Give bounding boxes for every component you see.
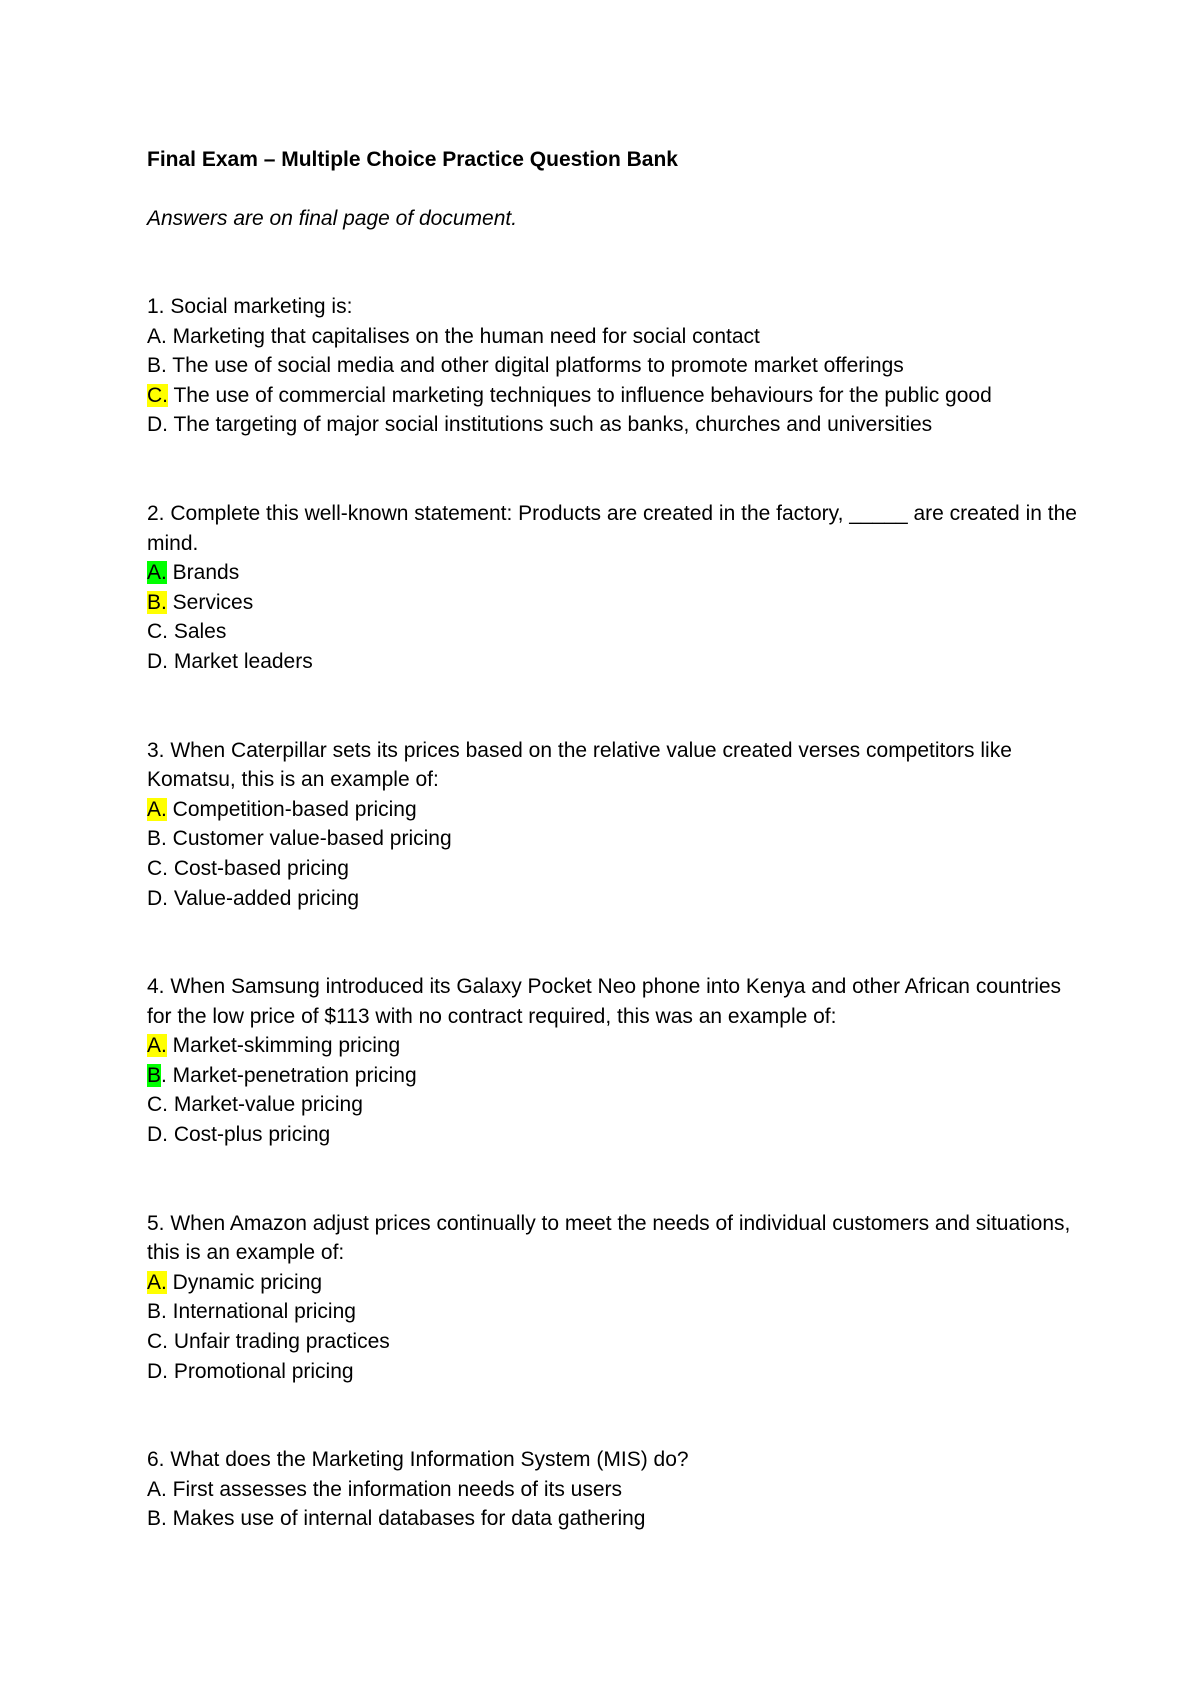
option-letter-highlighted: A. (147, 797, 167, 821)
option-text: The use of commercial marketing techniques to influence behaviours for the public good (168, 383, 992, 407)
answer-option-b (147, 824, 1087, 854)
option-text: Value-added pricing (168, 886, 360, 910)
option-letter: C. (147, 856, 168, 880)
answer-option-d (147, 647, 1087, 677)
option-text: Cost-based pricing (168, 856, 349, 880)
option-text: Promotional pricing (168, 1359, 354, 1383)
option-text: International pricing (166, 1300, 356, 1324)
answer-option-a (147, 795, 1087, 825)
option-text: Services (166, 590, 254, 614)
option-letter: D. (147, 413, 168, 437)
option-text: Marketing that capitalises on the human need for social contact (166, 324, 760, 348)
question-stem: 5. When Amazon adjust prices continually to meet the needs of individual customers and situations, this is an example of: (147, 1211, 1071, 1265)
answer-option-c (147, 854, 1087, 884)
option-letter: D. (147, 1123, 168, 1147)
option-letter: B. (147, 354, 167, 378)
option-text: The use of social media and other digital platforms to promote market offerings (166, 354, 904, 378)
answer-option-d (147, 410, 1087, 440)
answer-option-c (147, 1090, 1087, 1120)
question-stem: 6. What does the Marketing Information System (MIS) do? (147, 1448, 689, 1472)
question-stem: 4. When Samsung introduced its Galaxy Pocket Neo phone into Kenya and other African countries for the low price of $113 with no contract required, this was an example of: (147, 975, 1062, 1028)
option-text: Unfair trading practices (168, 1330, 390, 1354)
option-letter: C. (147, 1330, 168, 1354)
option-letter: D. (147, 1359, 168, 1383)
question-3 (147, 736, 1087, 914)
option-letter: B. (147, 827, 167, 851)
option-text: Dynamic pricing (166, 1270, 323, 1294)
answer-option-b (147, 1504, 1087, 1534)
answer-option-a (147, 1268, 1087, 1298)
option-letter-highlighted: A. (147, 1034, 167, 1058)
question-6 (147, 1445, 1087, 1534)
option-letter-highlighted: B. (147, 590, 167, 614)
question-stem: 3. When Caterpillar sets its prices based on the relative value created verses competitors like Komatsu, this is an example of: (147, 738, 1012, 792)
answer-option-b (147, 351, 1087, 381)
question-stem: 1. Social marketing is: (147, 295, 353, 318)
option-text: The targeting of major social institutions such as banks, churches and universities (168, 413, 933, 437)
answer-option-d (147, 1120, 1087, 1150)
question-list (147, 292, 1087, 1534)
option-letter: B. (147, 1507, 167, 1531)
option-letter: A. (147, 324, 167, 348)
answer-option-c (147, 1327, 1087, 1357)
question-5 (147, 1209, 1087, 1387)
document-subtitle: Answers are on final page of document. (147, 207, 518, 230)
answer-option-b (147, 1061, 1087, 1091)
option-text: Competition-based pricing (166, 797, 417, 821)
answer-option-a (147, 1475, 1087, 1505)
option-letter-highlighted: B (147, 1063, 162, 1087)
answer-option-b (147, 588, 1087, 618)
option-letter-highlighted: C. (147, 383, 168, 407)
option-text: Customer value-based pricing (166, 827, 452, 851)
option-letter: A. (147, 1477, 167, 1501)
option-text: Sales (168, 620, 227, 644)
option-letter-highlighted: A. (147, 561, 167, 585)
answer-option-c (147, 617, 1087, 647)
answer-option-d (147, 1357, 1087, 1387)
option-letter: D. (147, 649, 168, 673)
answer-option-a (147, 322, 1087, 352)
option-letter: B. (147, 1300, 167, 1324)
question-4 (147, 972, 1087, 1150)
answer-option-b (147, 1297, 1087, 1327)
option-text: Makes use of internal databases for data gathering (166, 1507, 646, 1531)
question-2 (147, 499, 1087, 677)
option-text: Market-skimming pricing (166, 1034, 401, 1058)
option-text: Cost-plus pricing (168, 1123, 331, 1147)
option-text: First assesses the information needs of its users (166, 1477, 623, 1501)
document-title: Final Exam – Multiple Choice Practice Question Bank (147, 148, 678, 171)
option-text: . Market-penetration pricing (161, 1063, 417, 1087)
option-text: Brands (166, 561, 240, 585)
option-text: Market-value pricing (168, 1093, 363, 1117)
option-letter: C. (147, 620, 168, 644)
document-content (147, 145, 1087, 1534)
option-letter: C. (147, 1093, 168, 1117)
option-text: Market leaders (168, 649, 313, 673)
answer-option-a (147, 1031, 1087, 1061)
question-stem: 2. Complete this well-known statement: Products are created in the factory, _____ are created in the mind. (147, 501, 1077, 555)
answer-option-c (147, 381, 1087, 411)
option-letter: D. (147, 886, 168, 910)
answer-option-d (147, 884, 1087, 914)
question-1 (147, 292, 1087, 440)
answer-option-a (147, 558, 1087, 588)
option-letter-highlighted: A. (147, 1270, 167, 1294)
